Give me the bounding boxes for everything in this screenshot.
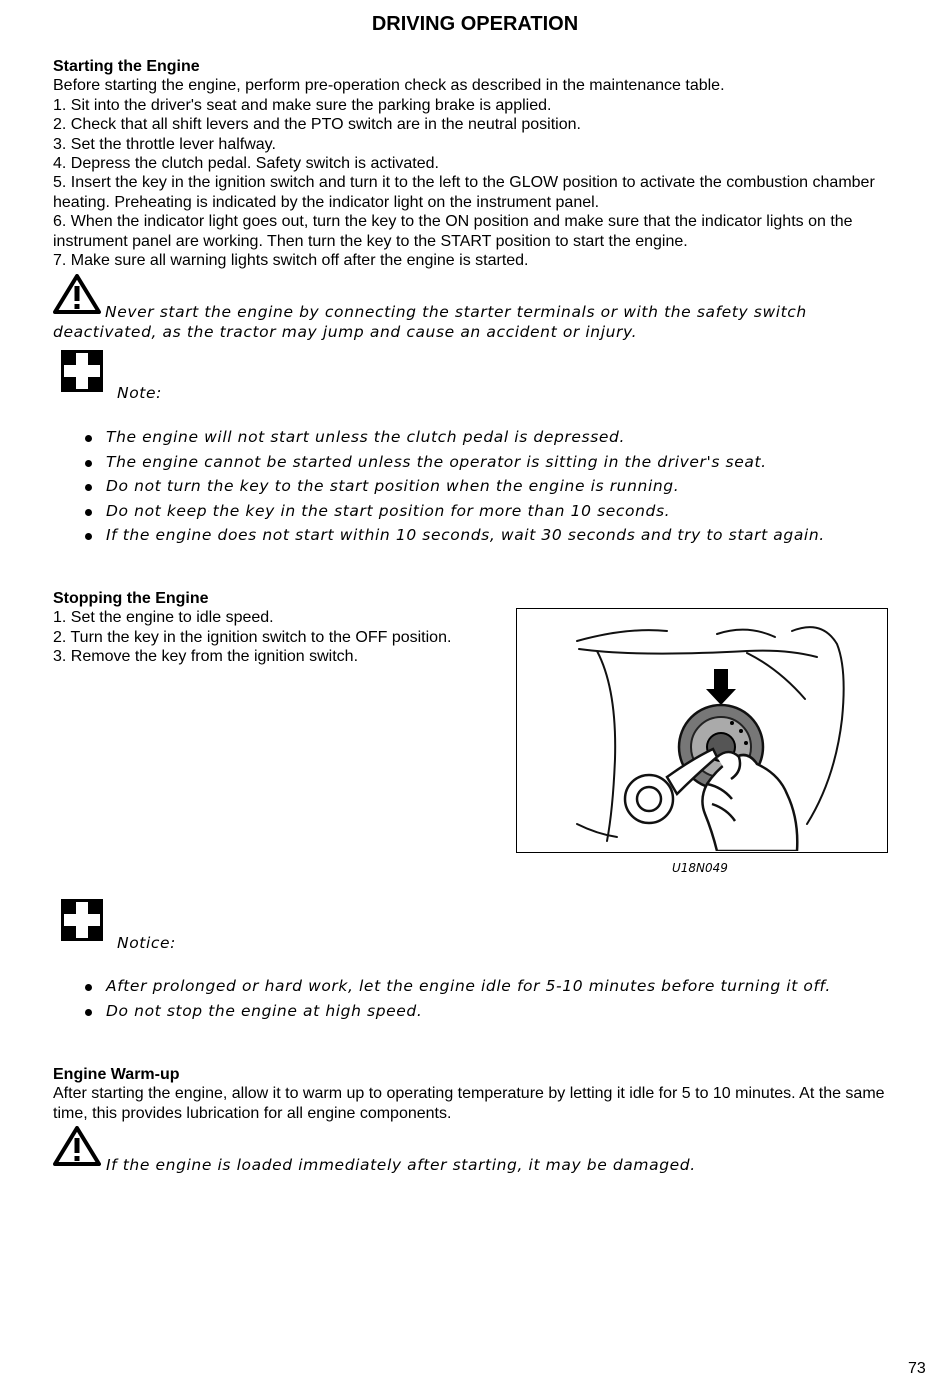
- bullet-icon: [85, 1009, 92, 1016]
- warning-triangle-icon: [53, 1126, 101, 1166]
- starting-step: 4. Depress the clutch pedal. Safety switch is activated.: [53, 155, 439, 173]
- notice-label: Notice:: [117, 934, 176, 952]
- warmup-warning-text: If the engine is loaded immediately after starting, it may be damaged.: [106, 1156, 696, 1174]
- page-number: 73: [908, 1360, 926, 1377]
- notice-list: [53, 974, 913, 1023]
- list-item: If the engine does not start within 10 seconds, wait 30 seconds and try to start again.: [53, 523, 913, 548]
- starting-step: 7. Make sure all warning lights switch off after the engine is started.: [53, 252, 529, 270]
- warmup-heading: Engine Warm-up: [53, 1066, 180, 1083]
- bullet-icon: [85, 984, 92, 991]
- bullet-icon: [85, 509, 92, 516]
- starting-section: [53, 57, 893, 270]
- ignition-figure: [516, 608, 888, 853]
- bullet-icon: [85, 533, 92, 540]
- list-item: The engine will not start unless the clutch pedal is depressed.: [53, 425, 913, 450]
- list-item: The engine cannot be started unless the operator is sitting in the driver's seat.: [53, 450, 913, 475]
- page-title: DRIVING OPERATION: [371, 13, 579, 35]
- stopping-step: 3. Remove the key from the ignition switch.: [53, 648, 359, 666]
- note-cross-icon: [61, 350, 103, 392]
- list-item: Do not keep the key in the start position for more than 10 seconds.: [53, 499, 913, 524]
- stopping-step: 2. Turn the key in the ignition switch to the OFF position.: [53, 628, 452, 646]
- list-item: Do not turn the key to the start position when the engine is running.: [53, 474, 913, 499]
- starting-step: 1. Sit into the driver's seat and make sure the parking brake is applied.: [53, 96, 552, 114]
- starting-intro: Before starting the engine, perform pre-operation check as described in the maintenance table.: [53, 77, 725, 95]
- warmup-section: [53, 1065, 893, 1123]
- warmup-text: After starting the engine, allow it to warm up to operating temperature by letting it idle for 5 to 10 minutes. At the same time, this provides lubrication for all engine components.: [53, 1085, 885, 1122]
- notice-cross-icon: [61, 899, 103, 941]
- starting-step: 3. Set the throttle lever halfway.: [53, 135, 276, 153]
- stopping-step: 1. Set the engine to idle speed.: [53, 609, 274, 627]
- note-list: [53, 425, 913, 548]
- bullet-icon: [85, 460, 92, 467]
- starting-step: 5. Insert the key in the ignition switch and turn it to the left to the GLOW position to activate the combustion chamber heating. Preheating is indicated by the indicator light on the instrument panel.: [53, 174, 875, 211]
- bullet-icon: [85, 435, 92, 442]
- figure-caption: U18N049: [672, 861, 728, 875]
- starting-heading: Starting the Engine: [53, 58, 200, 75]
- starting-step: 2. Check that all shift levers and the PTO switch are in the neutral position.: [53, 116, 581, 134]
- list-item: Do not stop the engine at high speed.: [53, 999, 913, 1024]
- stopping-heading: Stopping the Engine: [53, 590, 209, 607]
- ignition-key-illustration: [517, 609, 886, 851]
- stopping-section: [53, 589, 503, 667]
- bullet-icon: [85, 484, 92, 491]
- list-item: After prolonged or hard work, let the engine idle for 5-10 minutes before turning it off.: [53, 974, 913, 999]
- starting-warning-text: Never start the engine by connecting the starter terminals or with the safety switch deactivated, as the tractor may jump and cause an accident or injury.: [53, 303, 807, 341]
- note-label: Note:: [117, 384, 162, 402]
- starting-step: 6. When the indicator light goes out, turn the key to the ON position and make sure that the indicator lights on the instrument panel are working. Then turn the key to the START position to start the engine.: [53, 213, 853, 250]
